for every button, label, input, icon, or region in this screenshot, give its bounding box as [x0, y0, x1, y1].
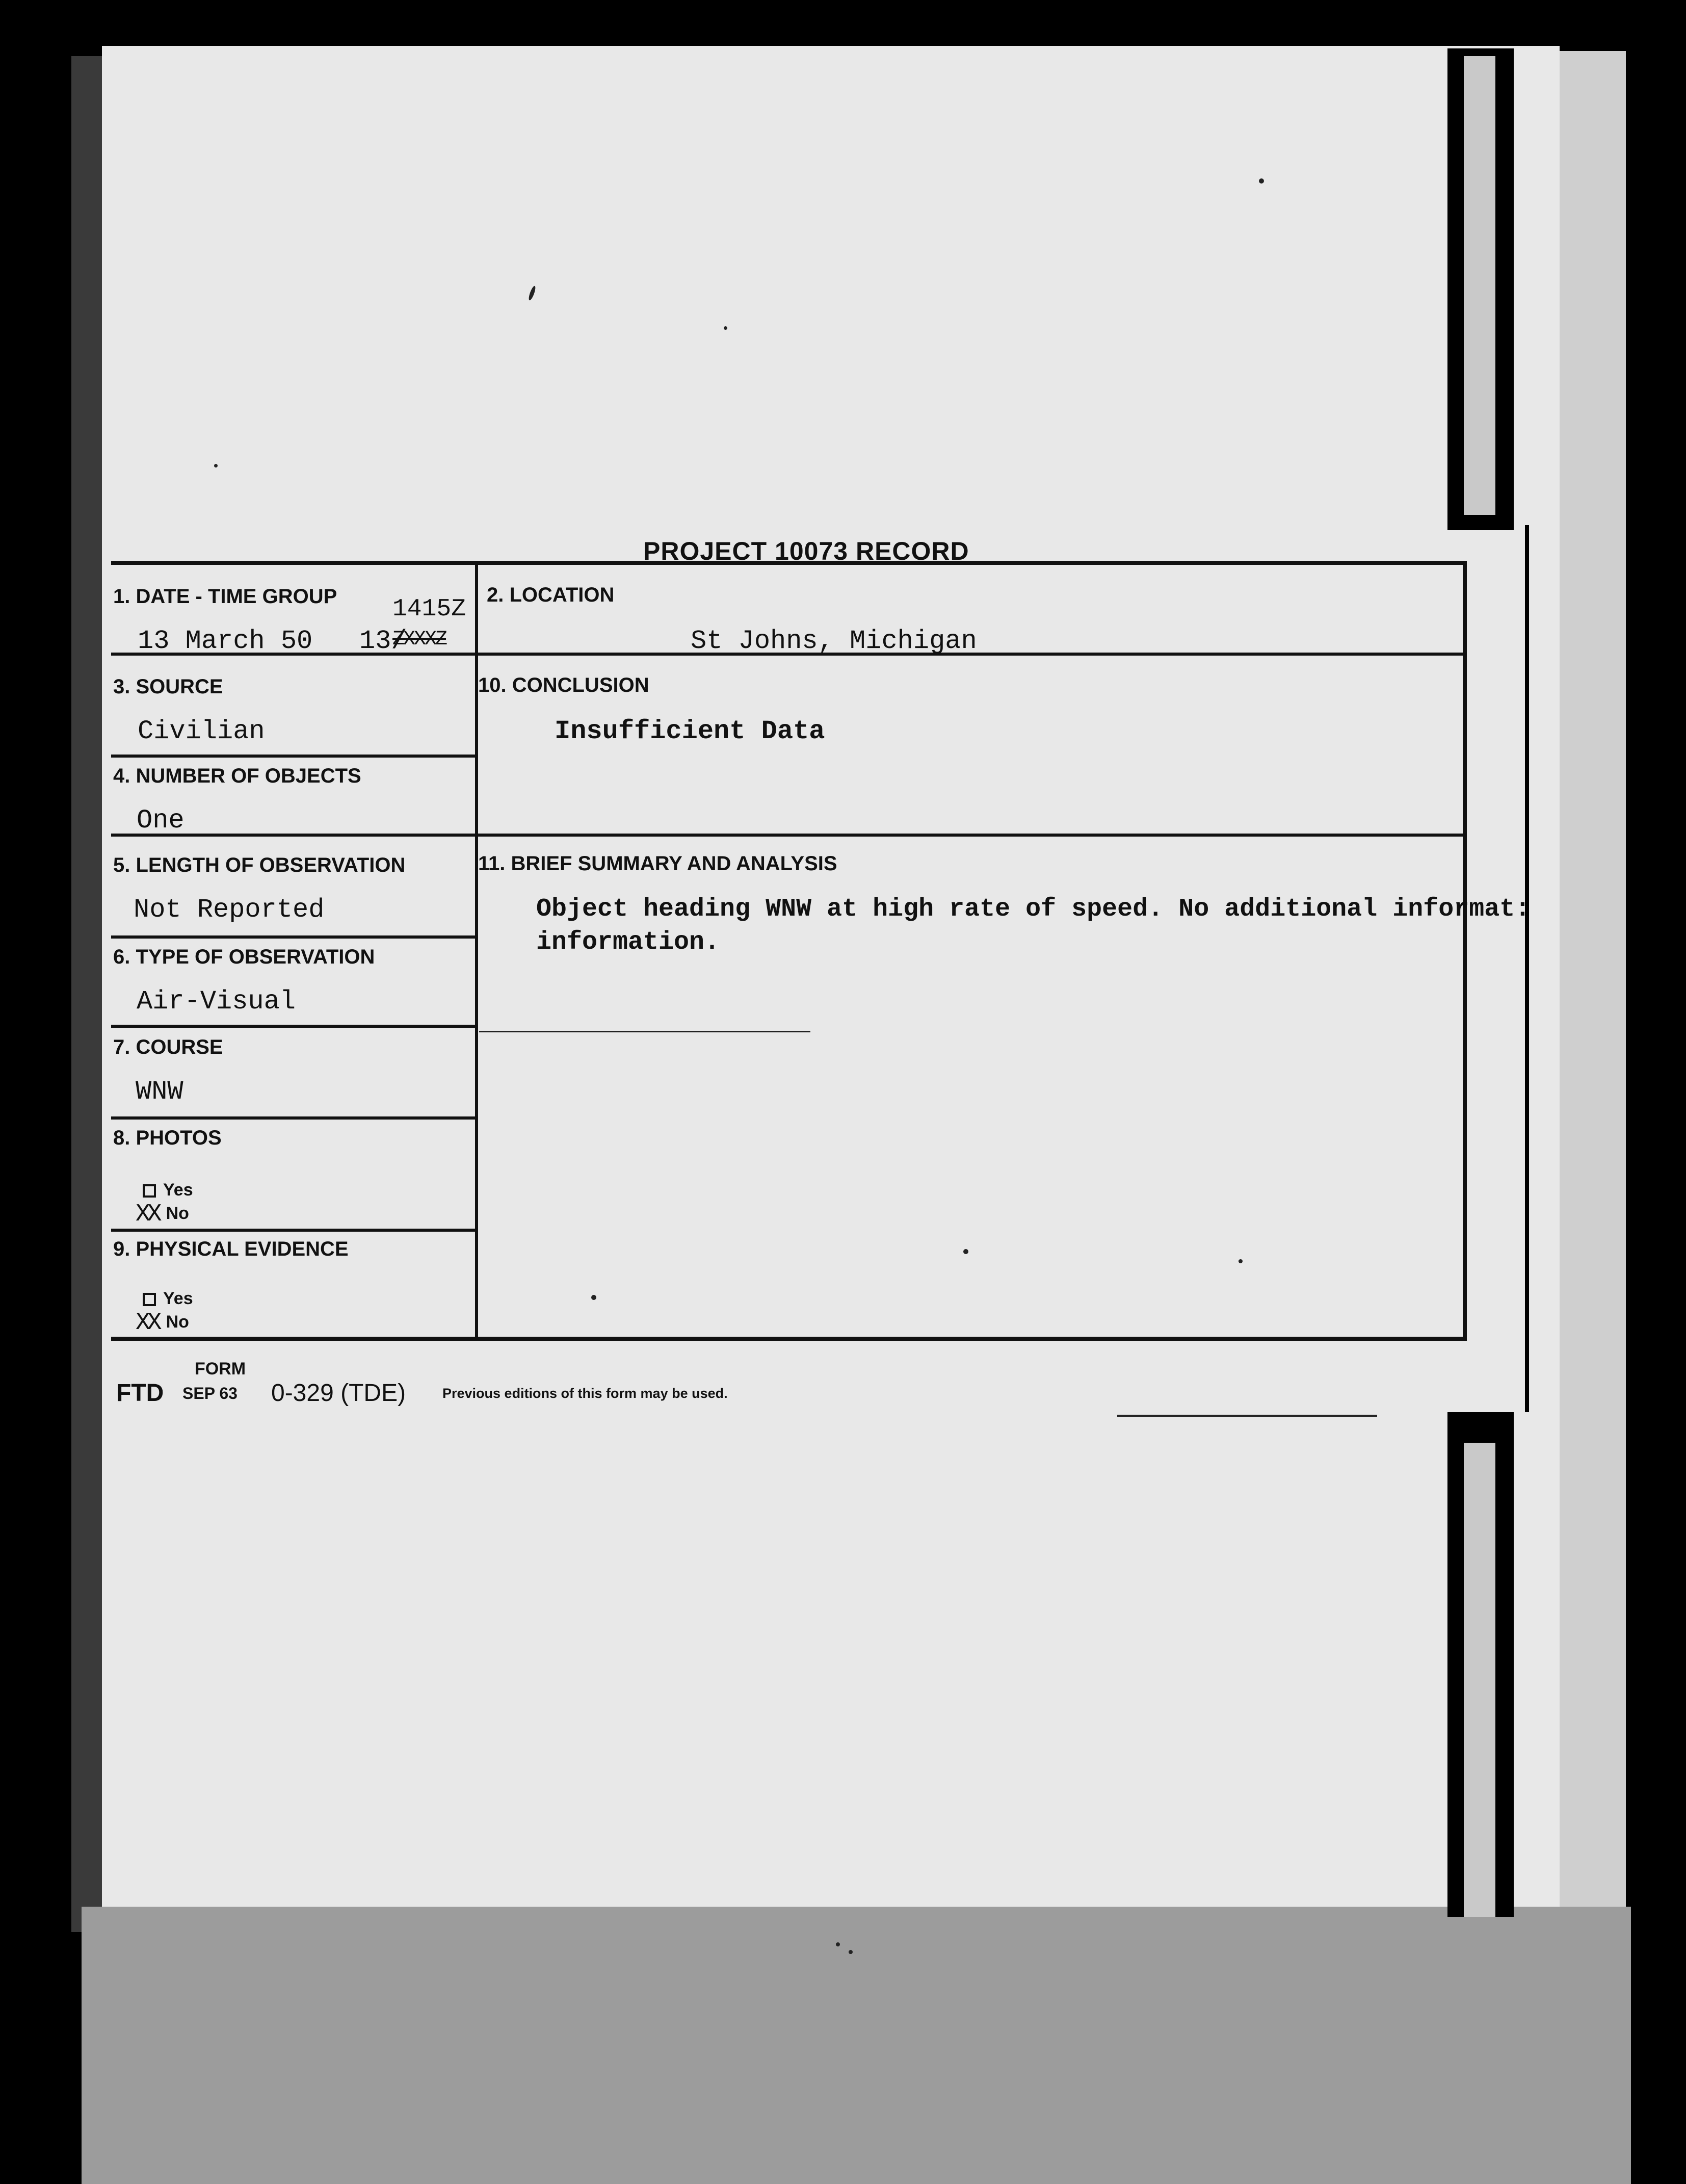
- summary-line-1: Object heading WNW at high rate of speed. No additional informat:: [536, 895, 1531, 924]
- time-struck: ZXXXZ: [392, 628, 446, 651]
- physical-evidence-no-label: No: [166, 1312, 189, 1332]
- course-label: 7. COURSE: [113, 1036, 223, 1058]
- photos-label: 8. PHOTOS: [113, 1127, 222, 1149]
- physical-evidence-no-option: [136, 1309, 189, 1337]
- footer-note: Previous editions of this form may be used.: [442, 1386, 728, 1401]
- summary-line-2: information.: [536, 928, 720, 957]
- speck: [849, 1950, 853, 1954]
- checkbox-empty-icon: [143, 1184, 156, 1198]
- length-of-observation-value: Not Reported: [134, 895, 325, 925]
- physical-evidence-yes-option: [143, 1289, 193, 1309]
- checkbox-x-mark: XX: [136, 1201, 159, 1228]
- row-divider: [111, 1116, 478, 1120]
- type-of-observation-label: 6. TYPE OF OBSERVATION: [113, 946, 375, 968]
- source-value: Civilian: [138, 716, 265, 746]
- date-value: 13 March 50: [138, 626, 313, 656]
- course-value: WNW: [136, 1077, 183, 1107]
- conclusion-label: 10. CONCLUSION: [478, 674, 649, 696]
- signature-line: [1117, 1415, 1377, 1417]
- summary-rule: [479, 1031, 810, 1032]
- checkbox-x-mark: XX: [136, 1309, 159, 1337]
- right-edge-line: [1525, 525, 1529, 1412]
- time-prefix: 13/: [359, 626, 407, 656]
- source-label: 3. SOURCE: [113, 675, 223, 698]
- row-divider: [111, 755, 478, 758]
- number-of-objects-label: 4. NUMBER OF OBJECTS: [113, 765, 361, 787]
- row-divider: [111, 935, 478, 939]
- checkbox-empty-icon: [143, 1293, 156, 1306]
- type-of-observation-value: Air-Visual: [137, 986, 296, 1017]
- photos-no-option: [136, 1201, 189, 1228]
- footer-date: SEP 63: [182, 1384, 238, 1402]
- photos-no-label: No: [166, 1203, 189, 1223]
- form-title: PROJECT 10073 RECORD: [643, 537, 969, 565]
- speck: [724, 326, 727, 330]
- physical-evidence-yes-label: Yes: [163, 1289, 193, 1308]
- footer-number: 0-329 (TDE): [271, 1380, 406, 1407]
- speck: [1259, 178, 1264, 184]
- number-of-objects-value: One: [137, 805, 185, 836]
- physical-evidence-label: 9. PHYSICAL EVIDENCE: [113, 1238, 349, 1260]
- date-time-label: 1. DATE - TIME GROUP: [113, 585, 337, 608]
- speck: [836, 1942, 840, 1946]
- footer-form-word: FORM: [195, 1359, 246, 1379]
- row-divider: [111, 1025, 478, 1028]
- photos-yes-label: Yes: [163, 1180, 193, 1200]
- conclusion-value: Insufficient Data: [555, 716, 825, 746]
- page-edge: [1549, 51, 1626, 1917]
- speck: [214, 464, 218, 467]
- photos-yes-option: [143, 1180, 193, 1200]
- binder-bar-bottom-inner: [1464, 1443, 1495, 1917]
- binder-bar-top-inner: [1464, 56, 1495, 515]
- page-lower-area: [82, 1907, 1631, 2184]
- location-value: St Johns, Michigan: [691, 626, 977, 656]
- location-label: 2. LOCATION: [487, 584, 615, 606]
- time-correction: 1415Z: [392, 595, 466, 623]
- row-divider: [111, 834, 1467, 837]
- summary-label: 11. BRIEF SUMMARY AND ANALYSIS: [478, 852, 837, 875]
- length-of-observation-label: 5. LENGTH OF OBSERVATION: [113, 854, 406, 876]
- row-divider: [111, 1229, 478, 1232]
- footer-agency: FTD: [116, 1380, 164, 1407]
